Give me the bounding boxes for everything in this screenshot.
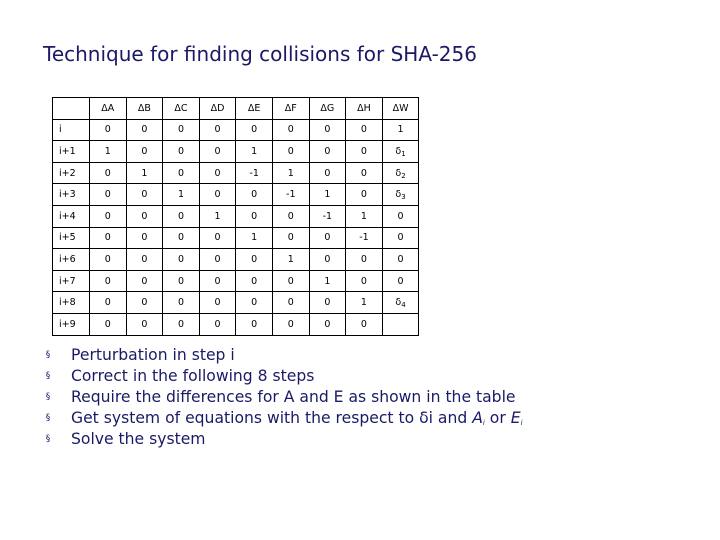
table-cell: -1	[346, 227, 383, 249]
header-row	[53, 98, 419, 120]
table-cell: 1	[236, 227, 273, 249]
table-cell: $\delta_1$	[382, 141, 419, 163]
column-header: ΔC	[163, 98, 200, 120]
table-cell: 0	[199, 227, 236, 249]
table-cell: 0	[346, 270, 383, 292]
table-cell: 0	[199, 292, 236, 314]
row-label: i+5	[53, 227, 90, 249]
table-cell: -1	[272, 184, 309, 206]
table-cell: 0	[382, 249, 419, 271]
row-label: i+8	[53, 292, 90, 314]
table-cell: 0	[90, 162, 127, 184]
table-cell	[382, 313, 419, 335]
table-cell: 0	[199, 184, 236, 206]
bullet-item: § Require the differences for A and E as shown in the table	[43, 387, 523, 408]
table-cell: 0	[199, 119, 236, 141]
table-row	[53, 119, 419, 141]
table-cell: 0	[126, 249, 163, 271]
table-row	[53, 205, 419, 227]
row-label: i	[53, 119, 90, 141]
table-cell: 0	[236, 292, 273, 314]
table-cell: 0	[126, 119, 163, 141]
bullet-icon	[43, 387, 53, 408]
table-cell: 1	[346, 205, 383, 227]
bullet-icon	[43, 408, 53, 429]
table-cell: 0	[199, 162, 236, 184]
table-cell: $\delta_4$	[382, 292, 419, 314]
table-row	[53, 184, 419, 206]
table-cell: 0	[346, 313, 383, 335]
table-cell: 0	[236, 249, 273, 271]
table-cell: 0	[126, 270, 163, 292]
bullet-item: § Solve the system	[43, 429, 523, 450]
table-cell: 0	[309, 227, 346, 249]
column-header: ΔB	[126, 98, 163, 120]
table-cell: 1	[236, 141, 273, 163]
bullet-item: § Perturbation in step i	[43, 345, 523, 366]
table-cell: $\delta_3$	[382, 184, 419, 206]
table-row	[53, 292, 419, 314]
row-label: i+1	[53, 141, 90, 163]
table-cell: 0	[126, 292, 163, 314]
table-cell: 0	[309, 292, 346, 314]
table-cell: 0	[90, 313, 127, 335]
table-row	[53, 249, 419, 271]
table-cell: 1	[346, 292, 383, 314]
table-cell: 0	[236, 270, 273, 292]
row-label: i+3	[53, 184, 90, 206]
table-cell: 0	[163, 227, 200, 249]
table-cell: 0	[199, 249, 236, 271]
table-cell: 0	[90, 249, 127, 271]
table-cell: 0	[382, 227, 419, 249]
table-cell: 0	[346, 249, 383, 271]
table-cell: 1	[272, 249, 309, 271]
table-cell: 1	[126, 162, 163, 184]
table-cell: 0	[272, 313, 309, 335]
row-label: i+6	[53, 249, 90, 271]
column-header: ΔA	[90, 98, 127, 120]
row-label: i+9	[53, 313, 90, 335]
table-cell: 1	[90, 141, 127, 163]
table-cell: 1	[309, 184, 346, 206]
column-header: ΔF	[272, 98, 309, 120]
table-cell: 0	[199, 141, 236, 163]
table-cell: 0	[126, 227, 163, 249]
table-cell: 0	[236, 313, 273, 335]
table-cell: 0	[272, 141, 309, 163]
table-row	[53, 141, 419, 163]
table-cell: 1	[382, 119, 419, 141]
column-header: ΔW	[382, 98, 419, 120]
table-cell: 0	[126, 184, 163, 206]
table-cell: 0	[309, 162, 346, 184]
table-cell: 0	[346, 141, 383, 163]
table-cell: 0	[163, 270, 200, 292]
table-cell: 1	[163, 184, 200, 206]
table-row	[53, 227, 419, 249]
table-cell: -1	[236, 162, 273, 184]
table-row	[53, 313, 419, 335]
bullet-icon	[43, 345, 53, 366]
bullet-icon	[43, 366, 53, 387]
table-cell: 0	[272, 119, 309, 141]
table-row	[53, 270, 419, 292]
slide-title: Technique for finding collisions for SHA-256	[43, 42, 477, 66]
table-cell: 0	[272, 205, 309, 227]
table-cell: -1	[309, 205, 346, 227]
column-header: ΔD	[199, 98, 236, 120]
table-cell: 1	[309, 270, 346, 292]
table-cell: 0	[90, 227, 127, 249]
table-cell: 0	[309, 313, 346, 335]
table-cell: 0	[163, 313, 200, 335]
table-cell: 0	[346, 184, 383, 206]
column-header: ΔG	[309, 98, 346, 120]
table-cell: 0	[272, 292, 309, 314]
table-cell: 0	[309, 119, 346, 141]
table-cell: 0	[126, 313, 163, 335]
table-cell: 0	[382, 270, 419, 292]
table-cell: 0	[236, 205, 273, 227]
table-cell: 0	[236, 184, 273, 206]
table-cell: 0	[90, 270, 127, 292]
table-cell: 0	[163, 205, 200, 227]
column-header: ΔH	[346, 98, 383, 120]
difference-table	[52, 97, 419, 336]
table-cell: 0	[382, 205, 419, 227]
bullet-icon	[43, 429, 53, 450]
table-cell: 0	[90, 205, 127, 227]
table-cell: 0	[163, 141, 200, 163]
table-row	[53, 162, 419, 184]
table-cell: 0	[309, 141, 346, 163]
row-label: i+2	[53, 162, 90, 184]
table-cell: 0	[272, 270, 309, 292]
bullet-item: § Get system of equations with the respect to δi and $A_i$ or $E_i$	[43, 408, 523, 429]
table-cell: 0	[90, 292, 127, 314]
table-cell: 0	[346, 162, 383, 184]
table-cell: 0	[163, 292, 200, 314]
bullet-list	[43, 345, 523, 450]
corner-cell	[53, 98, 90, 120]
row-label: i+4	[53, 205, 90, 227]
table-cell: 1	[272, 162, 309, 184]
table-cell: 0	[346, 119, 383, 141]
row-label: i+7	[53, 270, 90, 292]
table-cell: 0	[90, 184, 127, 206]
table-cell: 0	[309, 249, 346, 271]
table-cell: 0	[163, 249, 200, 271]
table-cell: 0	[236, 119, 273, 141]
column-header: ΔE	[236, 98, 273, 120]
table-cell: 0	[199, 270, 236, 292]
table-cell: 0	[90, 119, 127, 141]
table-cell: 0	[272, 227, 309, 249]
table-cell: 0	[126, 205, 163, 227]
table-cell: 0	[163, 162, 200, 184]
table-cell: 0	[163, 119, 200, 141]
table-cell: 1	[199, 205, 236, 227]
bullet-item: § Correct in the following 8 steps	[43, 366, 523, 387]
table-cell: $\delta_2$	[382, 162, 419, 184]
table-cell: 0	[126, 141, 163, 163]
table-cell: 0	[199, 313, 236, 335]
